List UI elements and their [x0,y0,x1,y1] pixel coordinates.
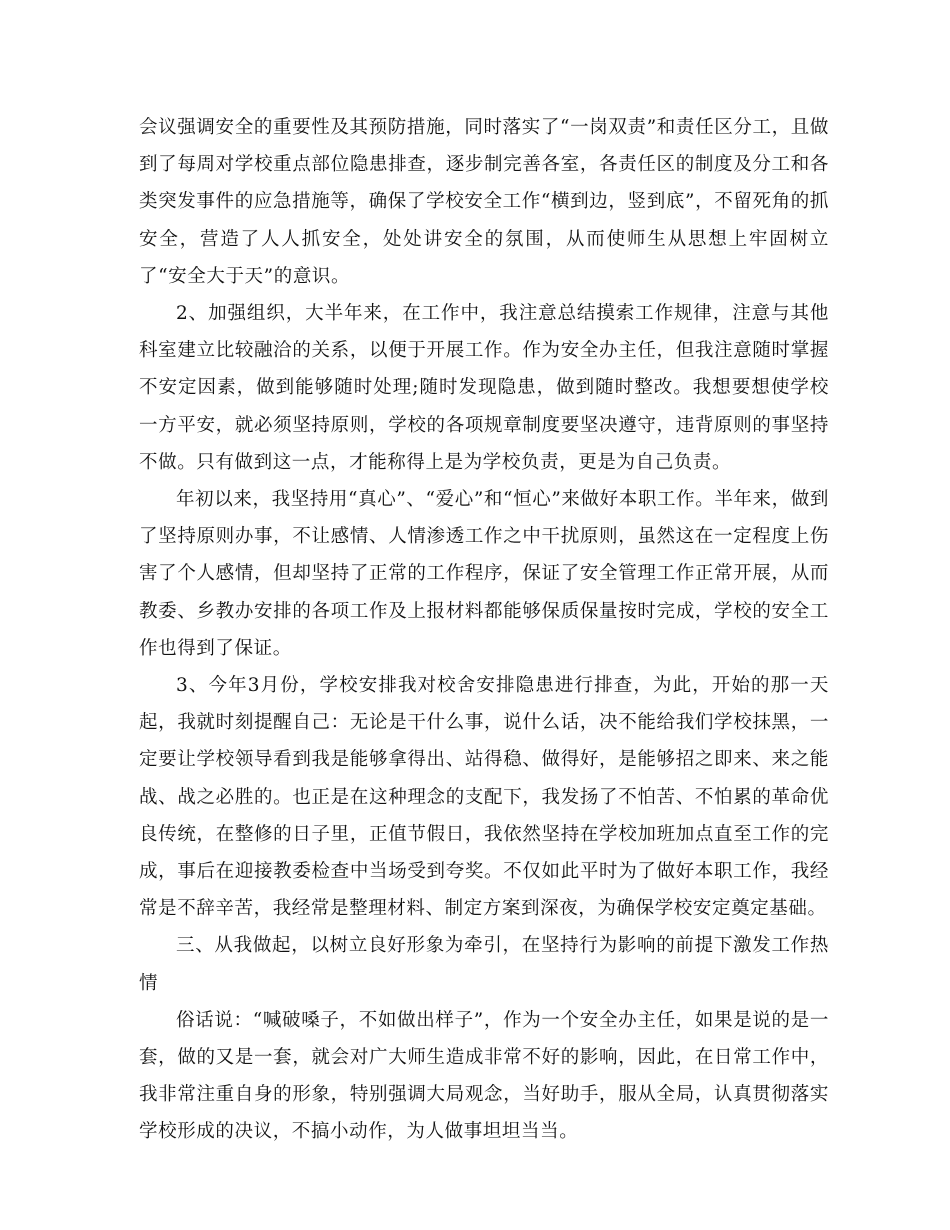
section-heading-lead-by-example: 三、从我做起，以树立良好形象为牵引，在坚持行为影响的前提下激发工作热情 [139,935,829,994]
paragraph-proverb: 俗话说：“喊破嗓子，不如做出样子”，作为一个安全办主任，如果是说的是一套，做的又是一套，就会对广大师生造成非常不好的影响，因此，在日常工作中，我非常注重自身的形象，特别强调大局观念，当好助手，服从全局，认真贯彻落实学校形成的决议，不搞小动作，为人做事坦坦当当。 [139,1009,829,1143]
paragraph-since-new-year: 年初以来，我坚持用“真心”、“爱心”和“恒心”来做好本职工作。半年来，做到了坚持原则办事，不让感情、人情渗透工作之中干扰原则，虽然这在一定程度上伤害了个人感情，但却坚持了正常的工作程序，保证了安全管理工作正常开展，从而教委、乡教办安排的各项工作及上报材料都能够保质保量按时完成，学校的安全工作也得到了保证。 [139,489,829,659]
document-body [139,109,829,1151]
paragraph-march-inspection: 3、今年3月份，学校安排我对校舍安排隐患进行排查，为此，开始的那一天起，我就时刻提醒自己：无论是干什么事，说什么话，决不能给我们学校抹黑，一定要让学校领导看到我是能够拿得出、站得稳、做得好，是能够招之即来、来之能战、战之必胜的。也正是在这种理念的支配下，我发扬了不怕苦、不怕累的革命优良传统，在整修的日子里，正值节假日，我依然坚持在学校加班加点直至工作的完成，事后在迎接教委检查中当场受到夸奖。不仅如此平时为了做好本职工作，我经常是不辞辛苦，我经常是整理材料、制定方案到深夜，为确保学校安定奠定基础。 [139,675,829,920]
paragraph-safety-meeting: 会议强调安全的重要性及其预防措施，同时落实了“一岗双责”和责任区分工，且做到了每周对学校重点部位隐患排查，逐步制完善各室，各责任区的制度及分工和各类突发事件的应急措施等，确保了学校安全工作“横到边，竖到底”，不留死角的抓安全，营造了人人抓安全，处处讲安全的氛围，从而使师生从思想上牢固树立了“安全大于天”的意识。 [139,117,829,287]
paragraph-strengthen-organization: 2、加强组织，大半年来，在工作中，我注意总结摸索工作规律，注意与其他科室建立比较融洽的关系，以便于开展工作。作为安全办主任，但我注意随时掌握不安定因素，做到能够随时处理;随时发现隐患，做到随时整改。我想要想使学校一方平安，就必须坚持原则，学校的各项规章制度要坚决遵守，违背原则的事坚持不做。只有做到这一点，才能称得上是为学校负责，更是为自己负责。 [139,303,829,473]
